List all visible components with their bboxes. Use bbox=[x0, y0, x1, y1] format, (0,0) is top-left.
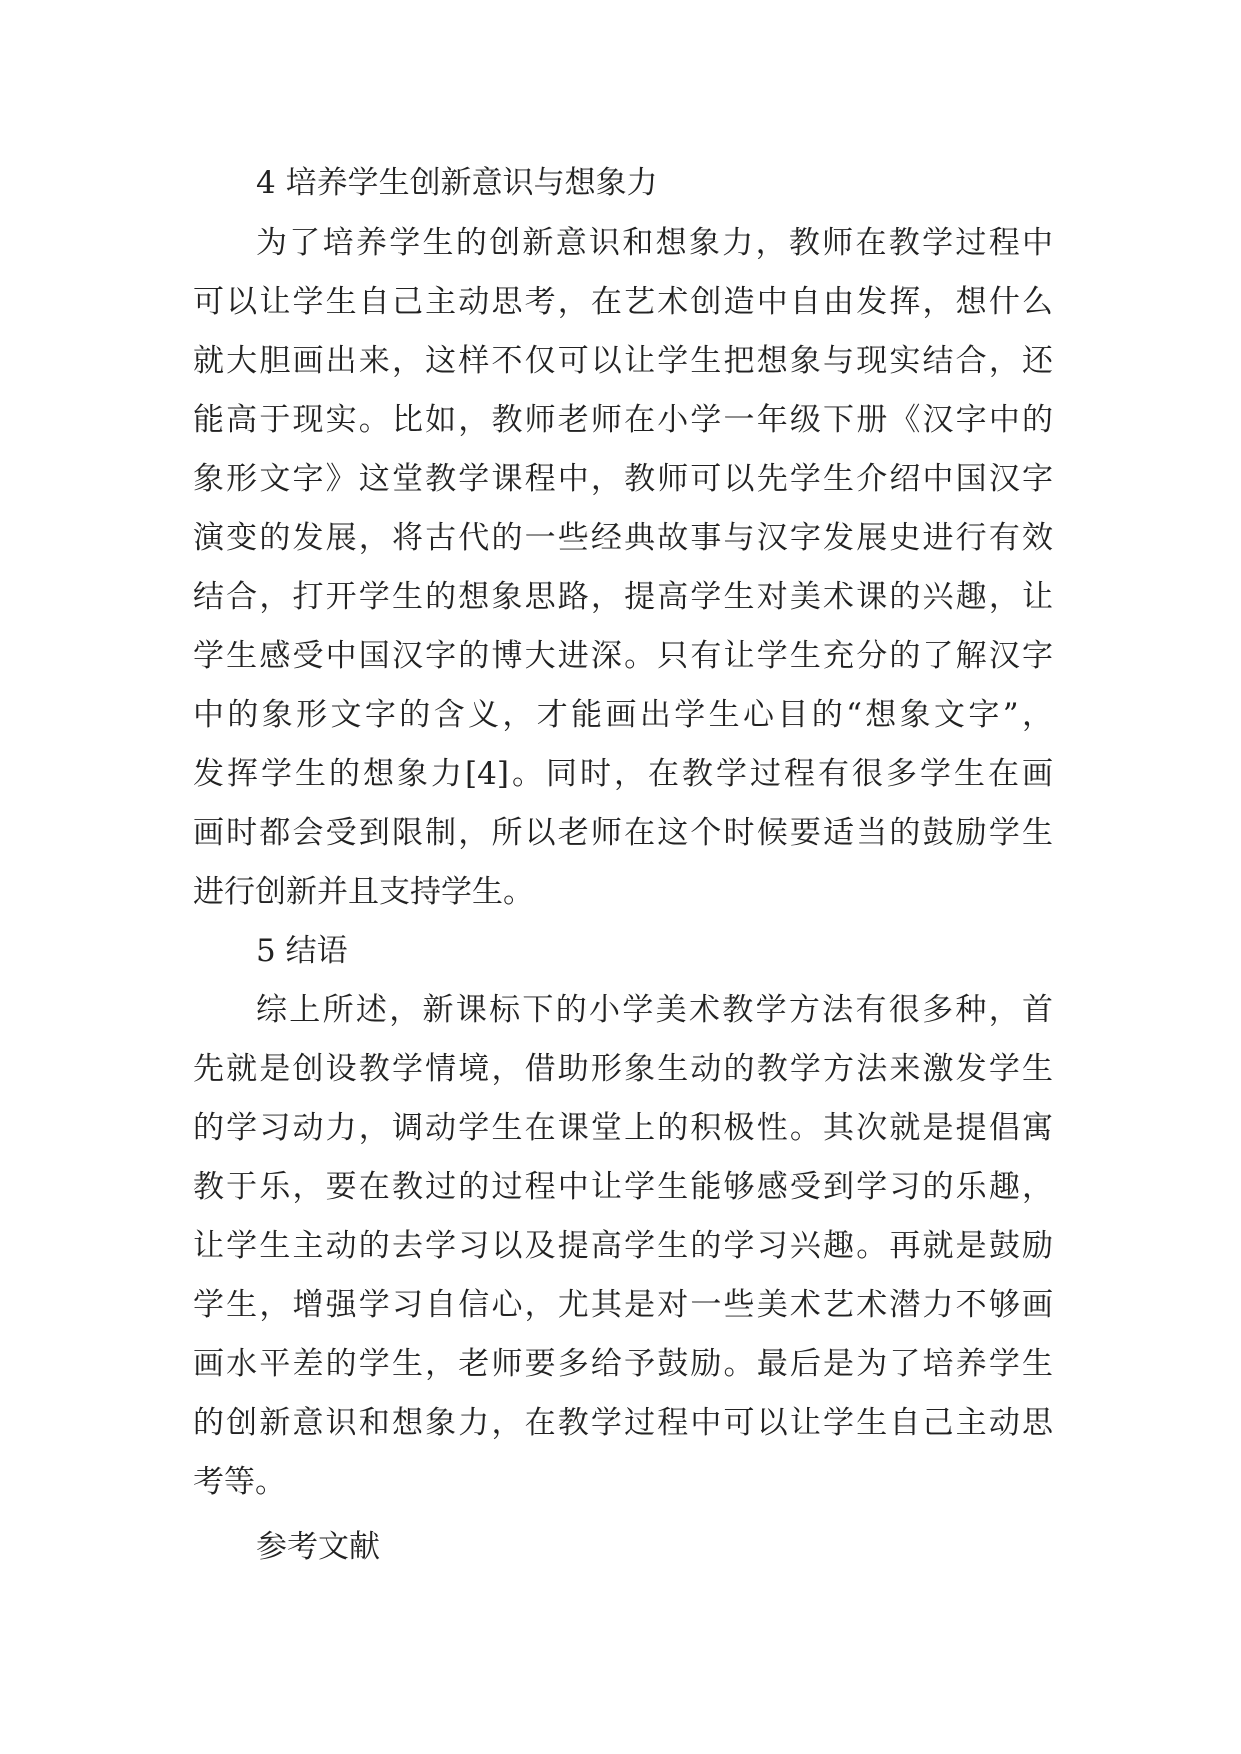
section-5-line-7: 画水平差的学生，老师要多给予鼓励。最后是为了培养学生 bbox=[193, 1346, 1053, 1382]
section-4-heading: 4 培养学生创新意识与想象力 bbox=[256, 165, 658, 201]
references-heading: 参考文献 bbox=[256, 1529, 380, 1565]
section-4-line-5: 象形文字》这堂教学课程中，教师可以先学生介绍中国汉字 bbox=[193, 461, 1053, 497]
section-5-heading: 5 结语 bbox=[256, 933, 348, 969]
section-4-line-11: 画时都会受到限制，所以老师在这个时候要适当的鼓励学生 bbox=[193, 815, 1053, 851]
section-4-line-12: 进行创新并且支持学生。 bbox=[193, 874, 534, 910]
section-5-line-2: 先就是创设教学情境，借助形象生动的教学方法来激发学生 bbox=[193, 1051, 1053, 1087]
section-4-line-6: 演变的发展，将古代的一些经典故事与汉字发展史进行有效 bbox=[193, 520, 1053, 556]
section-5-line-9: 考等。 bbox=[193, 1464, 286, 1500]
section-5-line-8: 的创新意识和想象力，在教学过程中可以让学生自己主动思 bbox=[193, 1405, 1053, 1441]
section-4-line-1: 为了培养学生的创新意识和想象力，教师在教学过程中 bbox=[256, 225, 1053, 261]
section-4-line-10: 发挥学生的想象力[4]。同时，在教学过程有很多学生在画 bbox=[193, 756, 1053, 792]
section-5-line-4: 教于乐，要在教过的过程中让学生能够感受到学习的乐趣， bbox=[193, 1169, 1053, 1205]
section-4-line-2: 可以让学生自己主动思考，在艺术创造中自由发挥，想什么 bbox=[193, 284, 1053, 320]
section-4-line-8: 学生感受中国汉字的博大进深。只有让学生充分的了解汉字 bbox=[193, 638, 1053, 674]
section-4-line-7: 结合，打开学生的想象思路，提高学生对美术课的兴趣，让 bbox=[193, 579, 1053, 615]
section-4-line-9: 中的象形文字的含义，才能画出学生心目的“想象文字”， bbox=[193, 697, 1053, 733]
section-5-line-1: 综上所述，新课标下的小学美术教学方法有很多种，首 bbox=[256, 992, 1053, 1028]
section-5-line-3: 的学习动力，调动学生在课堂上的积极性。其次就是提倡寓 bbox=[193, 1110, 1053, 1146]
section-4-line-3: 就大胆画出来，这样不仅可以让学生把想象与现实结合，还 bbox=[193, 343, 1053, 379]
section-5-line-5: 让学生主动的去学习以及提高学生的学习兴趣。再就是鼓励 bbox=[193, 1228, 1053, 1264]
section-4-line-4: 能高于现实。比如，教师老师在小学一年级下册《汉字中的 bbox=[193, 402, 1053, 438]
section-5-line-6: 学生，增强学习自信心，尤其是对一些美术艺术潜力不够画 bbox=[193, 1287, 1053, 1323]
